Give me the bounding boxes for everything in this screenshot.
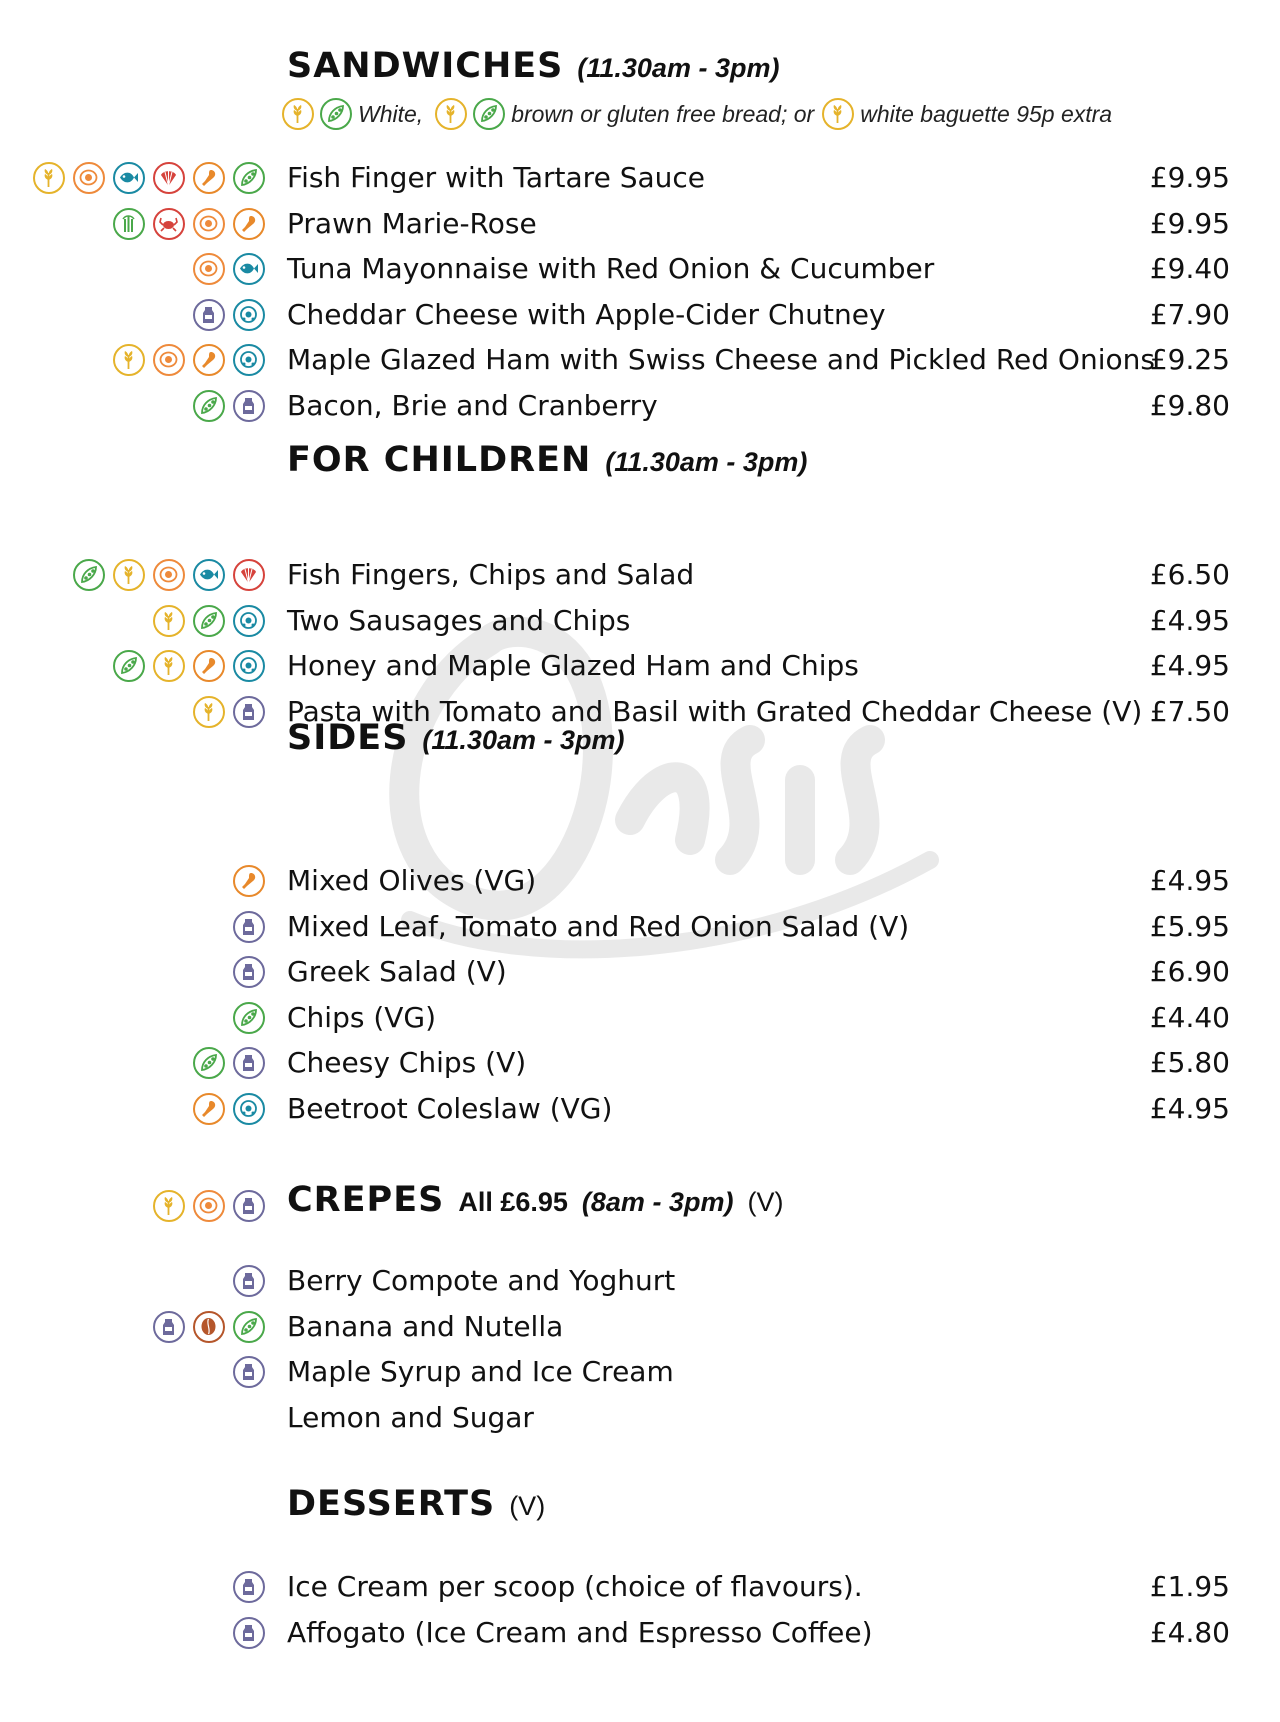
children-heading [287,440,807,480]
fish-icon [193,559,225,591]
milk-icon [193,299,225,331]
sides-time: (11.30am - 3pm) [422,725,625,755]
egg-icon [193,253,225,285]
menu-item-price: £9.95 [1149,161,1230,194]
bread-note-white: White, [358,100,424,127]
menu-item-row [0,908,1280,948]
soya-bean-icon [233,162,265,194]
menu-item-price: £9.25 [1149,343,1230,377]
menu-item-price: £6.50 [1149,558,1230,591]
egg-icon [193,208,225,240]
sandwiches-heading [287,46,779,86]
allergen-icons [193,253,265,285]
bread-note-baguette: white baguette 95p extra [860,100,1113,127]
menu-item-name: Greek Salad (V) [287,955,507,989]
menu-item-row [0,556,1280,596]
drumstick-icon [193,1093,225,1125]
celery-icon [113,208,145,240]
menu-item-price: £5.80 [1149,1046,1230,1080]
shell-icon [153,162,185,194]
menu-item-name: Two Sausages and Chips [287,603,631,637]
wheat-icon [113,559,145,591]
menu-item-name: Chips (VG) [287,1000,437,1034]
menu-item-name: Prawn Marie-Rose [287,206,537,240]
menu-item-price: £1.95 [1149,1570,1230,1603]
menu-item-price: £9.80 [1149,389,1230,422]
menu-item-price: £4.95 [1149,864,1230,897]
mustard-icon [233,344,265,376]
menu-item-row [0,296,1280,336]
allergen-icons [233,1617,265,1649]
soya-bean-icon [73,559,105,591]
milk-icon [233,1265,265,1297]
menu-item-name: Banana and Nutella [287,1309,564,1343]
mustard-icon [233,605,265,637]
wheat-icon [153,1190,185,1222]
wheat-icon [822,98,854,130]
sandwiches-title: SANDWICHES [287,46,564,86]
milk-icon [233,1617,265,1649]
allergen-icons [233,911,265,943]
menu-item-row [0,1044,1280,1084]
egg-icon [193,1190,225,1222]
milk-icon [233,956,265,988]
desserts-title: DESSERTS [287,1484,496,1524]
wheat-icon [435,98,467,130]
menu-item-name: Fish Fingers, Chips and Salad [287,558,695,591]
crepes-price-note: All £6.95 [458,1187,568,1217]
menu-item-row [0,1308,1280,1348]
menu-item-name: Bacon, Brie and Cranberry [287,389,658,422]
menu-item-row [0,693,1280,733]
wheat-icon [193,696,225,728]
allergen-icons [113,208,265,240]
allergen-icons [233,1356,265,1388]
milk-icon [233,1190,265,1222]
egg-icon [153,559,185,591]
menu-item-name: Beetroot Coleslaw (VG) [287,1092,613,1125]
sides-title: SIDES [287,718,409,758]
crepes-diet: (V) [747,1187,784,1217]
menu-item-row [0,159,1280,199]
menu-item-name: Mixed Leaf, Tomato and Red Onion Salad (V) [287,909,910,943]
menu-item-name: Tuna Mayonnaise with Red Onion & Cucumber [287,252,935,286]
menu-item-name: Honey and Maple Glazed Ham and Chips [287,649,859,683]
menu-item-row [0,999,1280,1039]
desserts-diet: (V) [509,1491,546,1521]
soya-bean-icon [193,1047,225,1079]
egg-icon [153,344,185,376]
milk-icon [233,390,265,422]
milk-icon [153,1311,185,1343]
wheat-icon [153,605,185,637]
soya-bean-icon [113,650,145,682]
menu-item-name: Berry Compote and Yoghurt [287,1264,676,1297]
crab-icon [153,208,185,240]
menu-item-name: Affogato (Ice Cream and Espresso Coffee) [287,1615,873,1649]
allergen-icons [193,696,265,728]
menu-item-row [0,1568,1280,1608]
allergen-icons [153,605,265,637]
allergen-icons [193,299,265,331]
menu-item-row [0,1353,1280,1393]
menu-item-row [0,953,1280,993]
sandwiches-time: (11.30am - 3pm) [577,53,780,83]
milk-icon [233,911,265,943]
milk-icon [233,1571,265,1603]
children-title: FOR CHILDREN [287,440,592,480]
allergen-icons [73,559,265,591]
bread-options-note [282,98,1112,130]
menu-item-price: £7.50 [1149,694,1230,728]
allergen-icons [233,1002,265,1034]
shell-icon [233,559,265,591]
menu-item-price: £4.95 [1149,649,1230,683]
menu-item-name: Mixed Olives (VG) [287,864,537,897]
menu-item-price: £4.95 [1149,603,1230,637]
crepes-time: (8am - 3pm) [581,1187,734,1217]
allergen-icons [233,956,265,988]
crepes-title: CREPES [287,1180,445,1220]
allergen-icons [113,650,265,682]
soya-bean-icon [233,1311,265,1343]
mustard-icon [233,650,265,682]
allergen-icons [153,1311,265,1343]
menu-item-row [0,1399,1280,1439]
menu-item-row [0,1262,1280,1302]
drumstick-icon [233,208,265,240]
mustard-icon [233,1093,265,1125]
menu-item-row [0,387,1280,427]
soya-bean-icon [193,605,225,637]
milk-icon [233,1047,265,1079]
crepes-allergen-icons [153,1190,265,1222]
soya-bean-icon [193,390,225,422]
drumstick-icon [193,650,225,682]
allergen-icons [193,1093,265,1125]
soya-bean-icon [473,98,505,130]
allergen-icons [233,1571,265,1603]
menu-item-row [0,341,1280,381]
menu-item-price: £7.90 [1149,297,1230,331]
fish-icon [113,162,145,194]
allergen-icons [233,1265,265,1297]
egg-icon [73,162,105,194]
menu-item-row [0,602,1280,642]
nut-icon [193,1311,225,1343]
fish-icon [233,253,265,285]
wheat-icon [282,98,314,130]
menu-item-price: £9.40 [1149,252,1230,286]
menu-item-price: £4.95 [1149,1092,1230,1125]
wheat-icon [153,650,185,682]
drumstick-icon [233,865,265,897]
sides-heading [287,718,624,758]
menu-item-name: Fish Finger with Tartare Sauce [287,161,705,194]
allergen-icons [233,865,265,897]
menu-item-name: Cheesy Chips (V) [287,1046,527,1080]
allergen-icons [193,1047,265,1079]
menu-item-price: £6.90 [1149,955,1230,989]
menu-item-row [0,647,1280,687]
menu-item-name: Maple Glazed Ham with Swiss Cheese and Pickled Red Onions [287,343,1155,377]
menu-item-name: Cheddar Cheese with Apple-Cider Chutney [287,297,886,331]
menu-item-price: £4.40 [1149,1000,1230,1034]
menu-item-row [0,205,1280,245]
soya-bean-icon [320,98,352,130]
crepes-heading [287,1180,783,1220]
wheat-icon [113,344,145,376]
menu-item-row [0,250,1280,290]
wheat-icon [33,162,65,194]
menu-item-name: Pasta with Tomato and Basil with Grated Cheddar Cheese (V) [287,694,1143,728]
allergen-icons [113,344,265,376]
allergen-icons [33,162,265,194]
desserts-heading [287,1484,545,1524]
menu-item-price: £9.95 [1149,206,1230,240]
bread-note-brown: brown or gluten free bread; or [511,100,815,127]
milk-icon [233,1356,265,1388]
drumstick-icon [193,162,225,194]
milk-icon [233,696,265,728]
menu-item-name: Ice Cream per scoop (choice of flavours). [287,1570,863,1603]
menu-item-row [0,1614,1280,1654]
mustard-icon [233,299,265,331]
menu-item-name: Lemon and Sugar [287,1400,534,1434]
menu-item-price: £4.80 [1149,1615,1230,1649]
allergen-icons [193,390,265,422]
drumstick-icon [193,344,225,376]
menu-item-row [0,1090,1280,1130]
menu-item-price: £5.95 [1149,909,1230,943]
soya-bean-icon [233,1002,265,1034]
menu-item-row [0,862,1280,902]
children-time: (11.30am - 3pm) [605,447,808,477]
menu-item-name: Maple Syrup and Ice Cream [287,1355,674,1389]
